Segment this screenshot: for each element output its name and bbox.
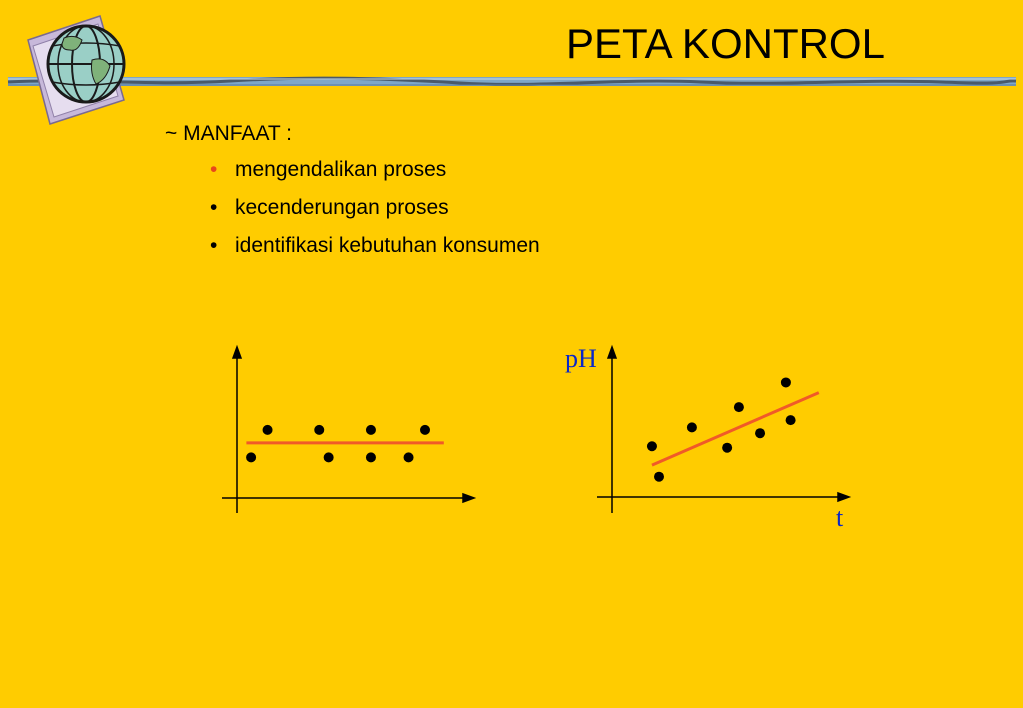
bullet-text: identifikasi kebutuhan konsumen <box>235 234 540 257</box>
data-point <box>687 422 697 432</box>
data-point <box>366 452 376 462</box>
manfaat-list <box>210 157 540 259</box>
bullet-text: kecenderungan proses <box>235 196 449 219</box>
data-point <box>722 443 732 453</box>
bullet-marker: • <box>210 234 218 257</box>
chart-1-plot-area <box>246 425 444 463</box>
data-point <box>263 425 273 435</box>
globe-clipart-icon <box>28 16 124 124</box>
data-point <box>647 441 657 451</box>
slide-title: PETA KONTROL <box>566 20 885 67</box>
data-point <box>786 415 796 425</box>
decorative-banner-rule <box>8 77 1016 86</box>
x-axis-label-t: t <box>836 503 844 532</box>
data-point <box>755 428 765 438</box>
chart-1-axes <box>222 347 474 513</box>
y-axis-label-ph: pH <box>565 344 597 373</box>
data-point <box>420 425 430 435</box>
manfaat-section <box>165 121 540 271</box>
data-point <box>324 452 334 462</box>
data-point <box>246 452 256 462</box>
list-item <box>210 233 540 259</box>
data-point <box>404 452 414 462</box>
chart-2-plot-area <box>647 377 819 481</box>
list-item <box>210 157 540 183</box>
bullet-marker: • <box>210 158 218 181</box>
data-point <box>734 402 744 412</box>
trend-line <box>652 393 819 466</box>
data-point <box>314 425 324 435</box>
data-point <box>781 377 791 387</box>
list-item <box>210 195 540 221</box>
manfaat-heading: ~ MANFAAT : <box>165 122 293 145</box>
data-point <box>654 472 664 482</box>
bullet-marker: • <box>210 196 218 219</box>
data-point <box>366 425 376 435</box>
chart-2-axes <box>597 347 849 513</box>
bullet-text: mengendalikan proses <box>235 158 447 181</box>
